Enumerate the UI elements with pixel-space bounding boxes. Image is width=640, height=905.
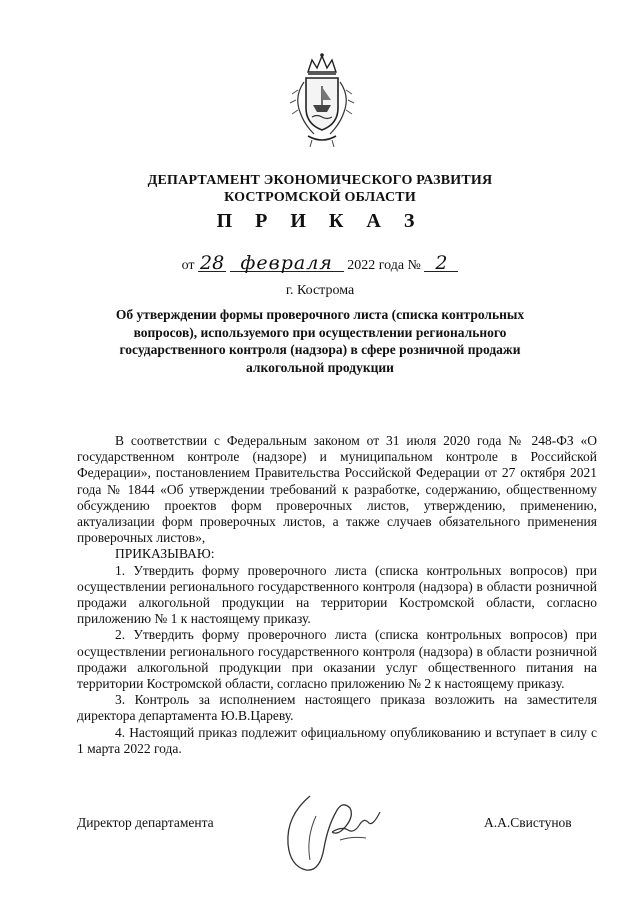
order-body xyxy=(77,433,597,757)
order-date-number xyxy=(0,252,640,274)
order-year-text: 2022 года № xyxy=(347,258,421,273)
order-item-3: 3. Контроль за исполнением настоящего приказа возложить на заместителя директора департамента Ю.В.Цареву. xyxy=(77,692,597,724)
order-item-1: 1. Утвердить форму проверочного листа (списка контрольных вопросов) при осуществлении регионального государственного контроля (надзора) в области розничной продажи алкогольной продукции на территории Костромской области, согласно приложению № 1 к настоящему приказу. xyxy=(77,562,597,627)
order-subject: Об утверждении формы проверочного листа (списка контрольных вопросов), используемого при осуществлении регионального государственного контроля (надзора) в сфере розничной продажи алкогольной продукции xyxy=(115,307,525,375)
order-item-4: 4. Настоящий приказ подлежит официальному опубликованию и вступает в силу с 1 марта 2022 года. xyxy=(77,724,597,756)
intro-paragraph: В соответствии с Федеральным законом от 31 июля 2020 года № 248-ФЗ «О государственном контроле (надзоре) и муниципальном контроле в Российской Федерации», постановлением Правительства Российской Федерации от 27 октября 2021 года № 1844 «Об утверждении требований к разработке, содержанию, общественному обсуждению проектов форм проверочных листов, утверждению, применению, актуализации форм проверочных листов, а также случаев обязательного применения проверочных листов», xyxy=(77,433,597,546)
document-title: П Р И К А З xyxy=(216,210,424,232)
department-name-line1: ДЕПАРТАМЕНТ ЭКОНОМИЧЕСКОГО РАЗВИТИЯ xyxy=(147,173,493,188)
city: г. Кострома xyxy=(285,283,355,298)
handwritten-signature-icon xyxy=(276,786,392,878)
order-number-handwritten: 2 xyxy=(424,255,458,272)
coat-of-arms-icon xyxy=(286,50,358,150)
order-day-handwritten: 28 xyxy=(200,252,225,274)
decree-word: ПРИКАЗЫВАЮ: xyxy=(115,546,215,562)
order-date-prefix: от xyxy=(181,258,195,273)
order-month-handwritten: февраля xyxy=(230,255,344,272)
signer-name: А.А.Свистунов xyxy=(484,815,572,830)
department-name-line2: КОСТРОМСКОЙ ОБЛАСТИ xyxy=(224,190,416,205)
signer-position: Директор департамента xyxy=(77,815,214,830)
order-item-2: 2. Утвердить форму проверочного листа (списка контрольных вопросов) при осуществлении регионального государственного контроля (надзора) в области розничной продажи алкогольной продукции при оказании услуг общественного питания на территории Костромской области, согласно приложению № 2 к настоящему приказу. xyxy=(77,627,597,692)
